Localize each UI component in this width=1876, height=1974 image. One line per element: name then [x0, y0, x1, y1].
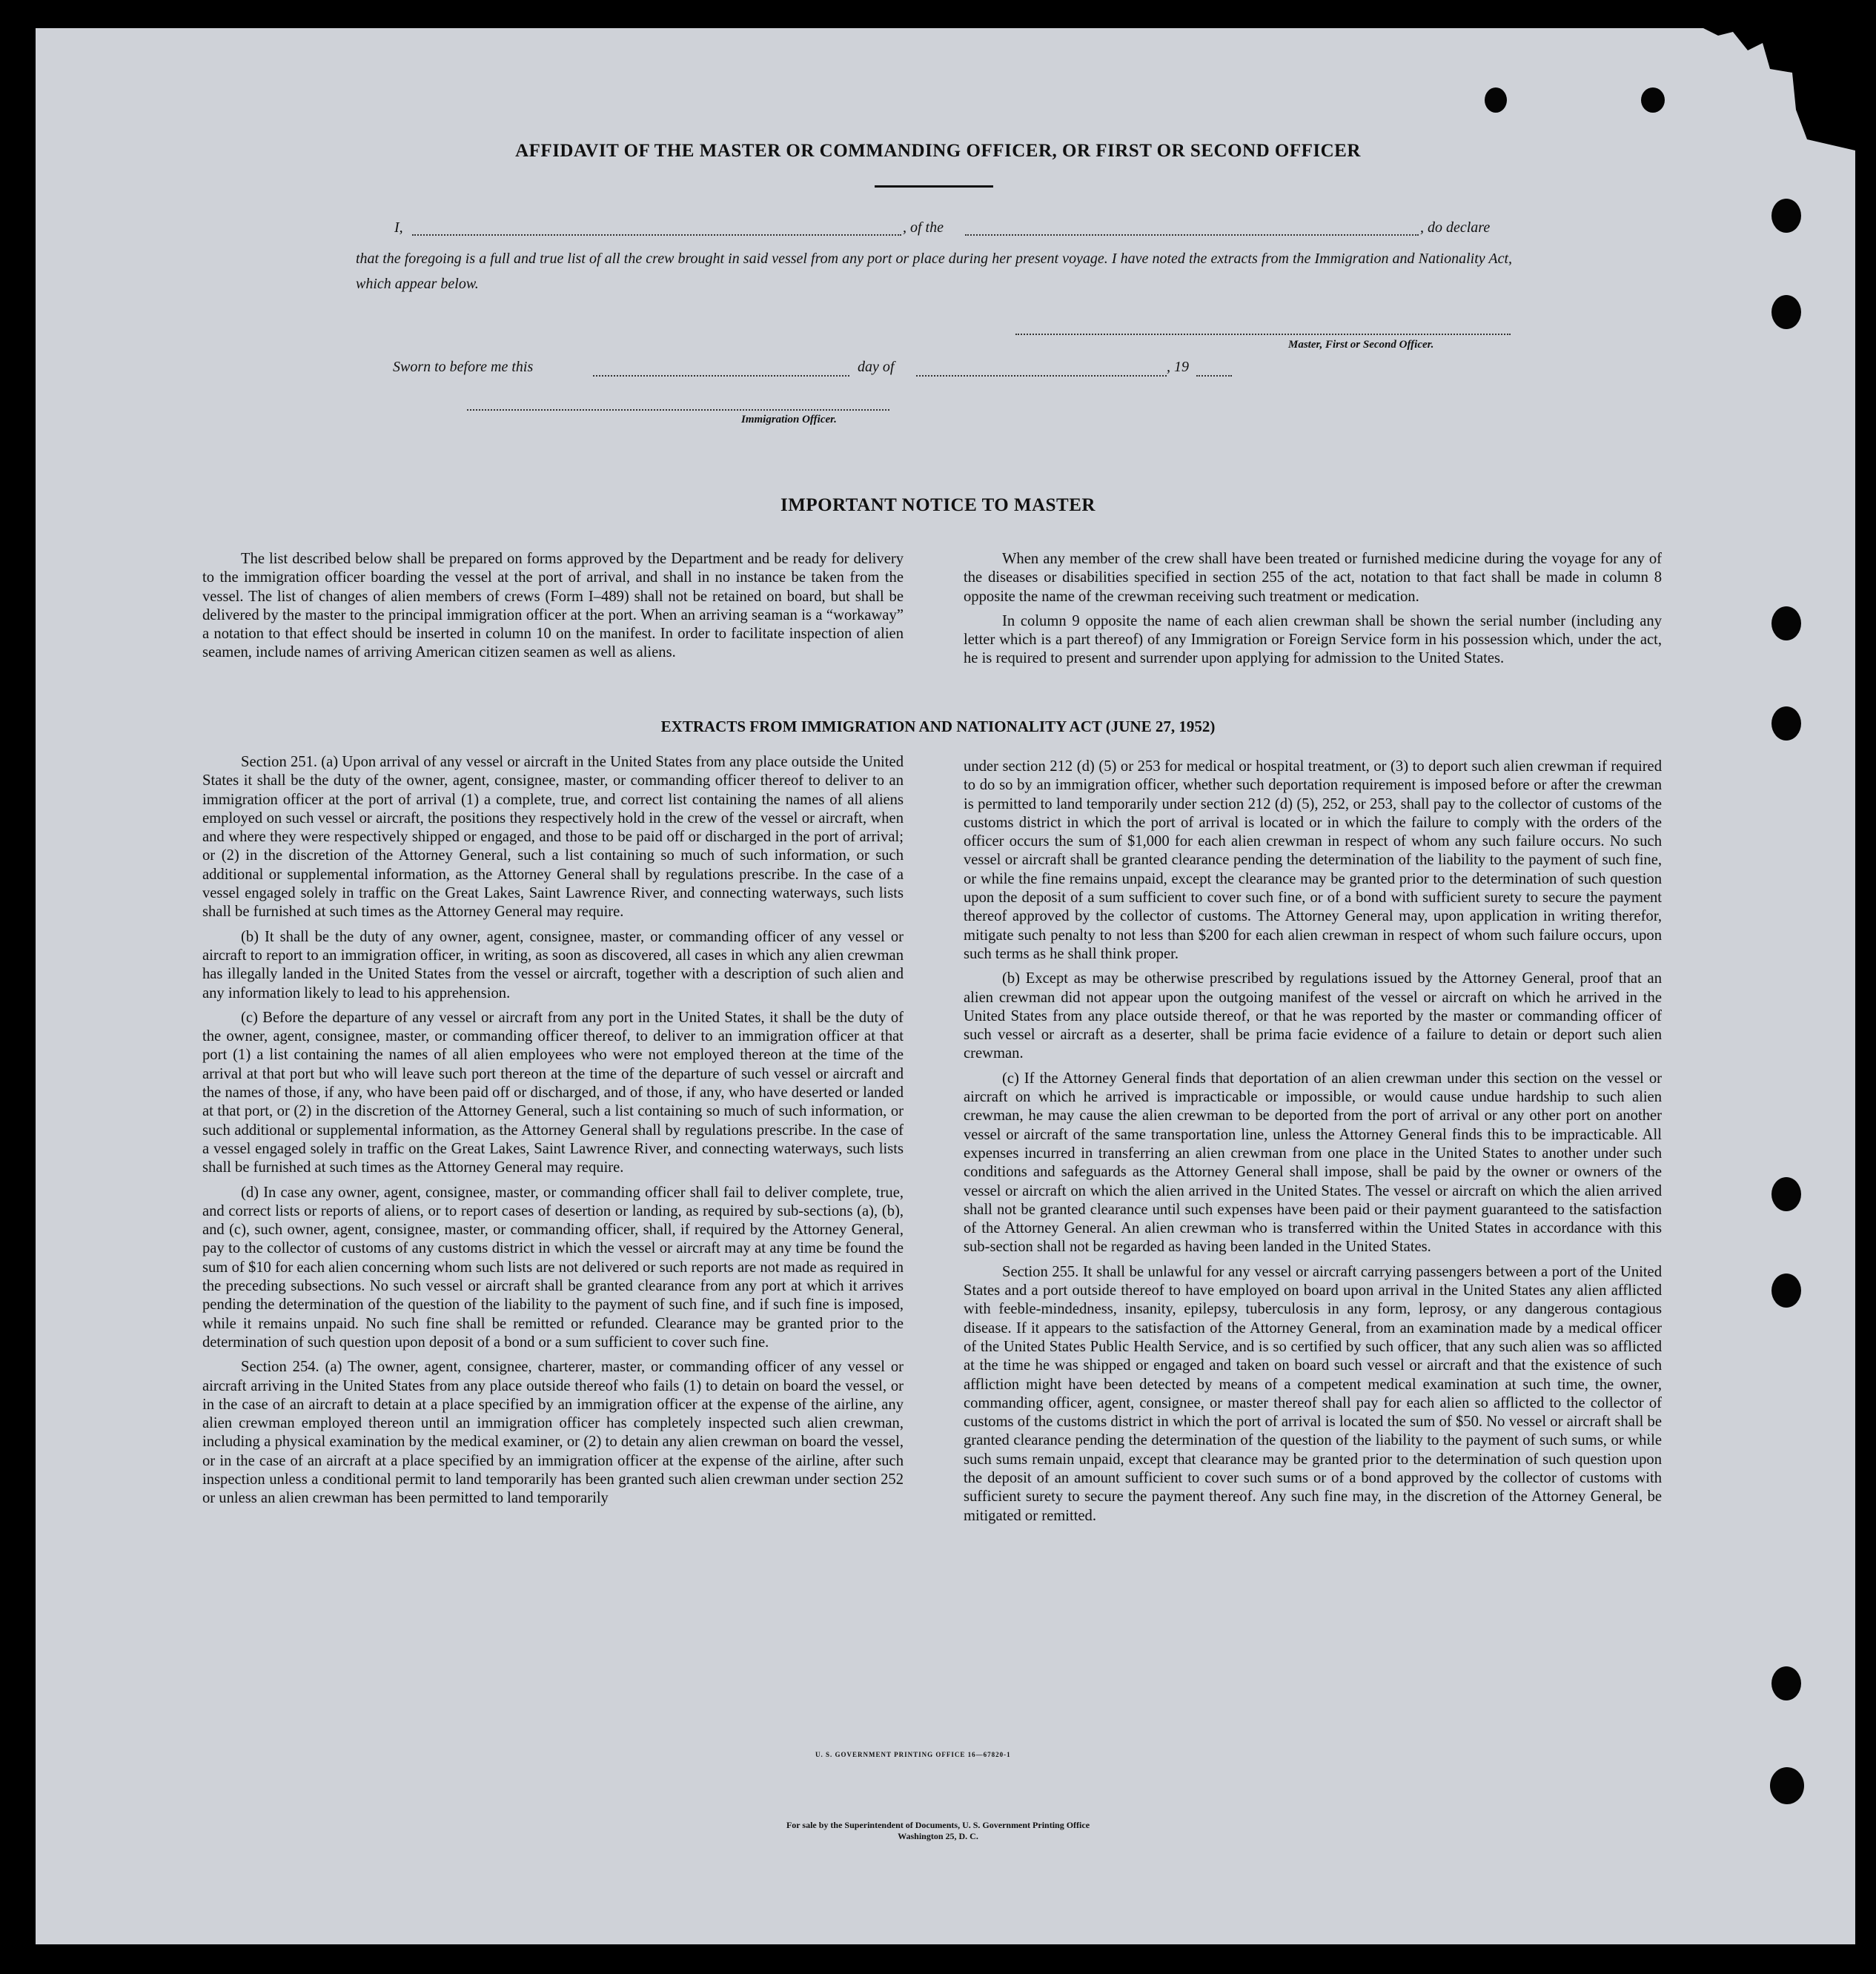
gpo-imprint: U. S. GOVERNMENT PRINTING OFFICE 16—67820-1	[815, 1751, 1011, 1758]
extract-paragraph: Section 251. (a) Upon arrival of any vessel or aircraft in the United States from any place outside the United States it shall be the duty of the owner, agent, consignee, master, or commanding officer thereof to deliver to an immigration officer at the port of arrival (1) a complete, true, and correct list containing the names of all aliens employed on such vessel or aircraft, the positions they respectively hold in the crew of the vessel or aircraft, when and where they were respectively shipped or engaged, and those to be paid off or discharged in the port of arrival; or (2) in the discretion of the Attorney General, such a list containing so much of such information, or such additional or supplemental information, as the Attorney General shall by regulations prescribe. In the case of a vessel engaged solely in traffic on the Great Lakes, Saint Lawrence River, and connecting waterways, such lists shall be furnished at such times as the Attorney General may require.	[202, 754, 904, 921]
officer-signature-blank[interactable]	[467, 409, 889, 411]
sworn-day-blank[interactable]	[593, 375, 849, 377]
extract-paragraph: (b) Except as may be otherwise prescribed by regulations issued by the Attorney General, proof that an alien crewman did not appear upon the outgoing manifest of the vessel or aircraft on which he arrived in the United States from any place outside thereof, or that he was reported by the master or commanding officer of such vessel or aircraft as a deserter, shall be prima facie evidence of a failure to detain or deport such alien crewman.	[964, 970, 1662, 1062]
notice-left-column	[202, 550, 904, 663]
extracts-right-column	[964, 758, 1662, 1526]
year-label: , 19	[1167, 359, 1189, 375]
officer-caption: Immigration Officer.	[741, 414, 837, 425]
master-signature-blank[interactable]	[1015, 334, 1511, 335]
binder-hole	[1771, 1666, 1801, 1700]
extract-paragraph: under section 212 (d) (5) or 253 for medical or hospital treatment, or (3) to deport such alien crewman if required to do so by an immigration officer, whether such deportation requirement is imposed before or after the crewman is permitted to land temporarily under section 212 (d) (5), 252, or 253, shall pay to the collector of customs of the customs district in which the port of arrival is located or in which the failure to comply with the orders of the officer occurs the sum of $1,000 for each alien crewman in respect of whom any such failure occurs. No such vessel or aircraft shall be granted clearance pending the determination of the liability to the payment of such fine, or while the fine remains unpaid, except the clearance may be granted prior to the determination of such question upon the deposit of a sum sufficient to cover such fine, or of a bond with sufficient surety to secure the payment thereof approved by the collector of customs. The Attorney General may, upon application in writing therefor, mitigate such penalty to not less than $200 for each alien crewman in respect of whom such failure occurs, upon such terms as he shall think proper.	[964, 758, 1662, 962]
binder-hole	[1771, 1177, 1801, 1211]
sworn-month-blank[interactable]	[916, 375, 1167, 377]
sworn-label: Sworn to before me this	[393, 359, 534, 375]
do-declare-label: , do declare	[1420, 219, 1491, 236]
vessel-blank[interactable]	[965, 234, 1419, 236]
notice-paragraph: The list described below shall be prepared on forms approved by the Department and be ready for delivery to the immigration officer boarding the vessel at the port of arrival, and shall in no instance be taken from the vessel. The list of changes of alien members of crews (Form I–489) shall not be retained on board, but shall be delivered by the master to the principal immigration officer at the port. When an arriving seaman is a “workaway” a notation to that effect should be inserted in column 10 on the manifest. In order to facilitate inspection of alien seamen, include names of arriving American citizen seamen as well as aliens.	[202, 551, 904, 661]
binder-hole	[1641, 87, 1665, 113]
day-of-label: day of	[858, 359, 895, 375]
of-the-label: , of the	[903, 219, 944, 236]
name-blank[interactable]	[412, 234, 901, 236]
declaration-text: that the foregoing is a full and true list of all the crew brought in said vessel from any port or place during her present voyage. I have noted the extracts from the Immigration and Nationality Act, which appear below.	[356, 251, 1512, 292]
extracts-title: EXTRACTS FROM IMMIGRATION AND NATIONALITY ACT (JUNE 27, 1952)	[660, 718, 1216, 735]
binder-hole	[1771, 606, 1801, 640]
binder-hole	[1771, 199, 1801, 233]
notice-paragraph: When any member of the crew shall have been treated or furnished medicine during the voyage for any of the diseases or disabilities specified in section 255 of the act, notation to that fact shall be made in column 8 opposite the name of the crewman receiving such treatment or medication.	[964, 551, 1662, 605]
extract-paragraph: Section 254. (a) The owner, agent, consignee, charterer, master, or commanding officer of any vessel or aircraft arriving in the United States from any place outside thereof who fails (1) to detain on board the vessel, or in the case of an aircraft to detain at a place specified by an immigration officer at the expense of the airline, any alien crewman employed thereon until an immigration officer has completely inspected such alien crewman, including a physical examination by the medical examiner, or (2) to detain any alien crewman on board the vessel, or in the case of an aircraft at a place specified by an immigration officer at the expense of the airline, after such inspection unless a conditional permit to land temporarily has been granted such alien crewman under section 252 or unless an alien crewman has been permitted to land temporarily	[202, 1359, 904, 1507]
binder-hole	[1770, 1767, 1804, 1804]
extract-paragraph: Section 255. It shall be unlawful for any vessel or aircraft carrying passengers between a port of the United States and a port outside thereof to have employed on board upon arrival in the United States any alien afflicted with feeble-mindedness, insanity, epilepsy, tuberculosis in any form, leprosy, or any dangerous contagious disease. If it appears to the satisfaction of the Attorney General, from an examination made by a medical officer of the United States Public Health Service, and is so certified by such officer, that any such alien was so afflicted at the time he was shipped or engaged and taken on board such vessel or aircraft and that the existence of such affliction might have been detected by means of a competent medical examination at such time, the owner, commanding officer, agent, consignee, or master thereof shall pay for each alien so afflicted to the collector of customs of the customs district in which the port of arrival is located the sum of $50. No vessel or aircraft shall be granted clearance pending the determination of the question of the liability to the payment of such sums, or while such sums remain unpaid, except that clearance may be granted prior to the determination of such question upon the deposit of an amount sufficient to cover such sums or of a bond approved by the collector of customs with sufficient surety to secure the payment thereof. Any such fine may, in the discretion of the Attorney General, be mitigated or remitted.	[964, 1263, 1662, 1524]
notice-right-column	[964, 550, 1662, 669]
year-blank[interactable]	[1196, 375, 1232, 377]
master-caption: Master, First or Second Officer.	[1288, 339, 1434, 351]
sale-line-2: Washington 25, D. C.	[898, 1831, 978, 1841]
binder-hole	[1771, 295, 1801, 329]
sale-line-1: For sale by the Superintendent of Documents, U. S. Government Printing Office	[786, 1820, 1090, 1830]
extract-paragraph: (d) In case any owner, agent, consignee, master, or commanding officer shall fail to deliver complete, true, and correct lists or reports of aliens, or to report cases of desertion or landing, as required by sub-sections (a), (b), and (c), such owner, agent, consignee, master, or commanding officer, shall, if required by the Attorney General, pay to the collector of customs of any customs district in which the vessel or aircraft may at any time be found the sum of $10 for each alien concerning whom such lists are not delivered or such reports are not made as required in the preceding subsections. No such vessel or aircraft shall be granted clearance from any port at which it arrives pending the determination of the question of the liability to the payment of such fine, and if such fine is imposed, while it remains unpaid. No such fine shall be remitted or refunded. Clearance may be granted prior to the determination of such question upon deposit of a bond or a sum sufficient to cover such fine.	[202, 1184, 904, 1351]
binder-hole	[1485, 87, 1507, 113]
extract-paragraph: (b) It shall be the duty of any owner, agent, consignee, master, or commanding officer of any vessel or aircraft to report to an immigration officer, in writing, as soon as discovered, all cases in which any alien crewman has illegally landed in the United States from the vessel or aircraft, together with a description of such alien and any information likely to lead to his apprehension.	[202, 928, 904, 1001]
binder-hole	[1771, 1274, 1801, 1308]
extract-paragraph: (c) If the Attorney General finds that deportation of an alien crewman under this section on the vessel or aircraft on which he arrived is impracticable or impossible, or would cause undue hardship to such alien crewman, he may cause the alien crewman to be deported from the port of arrival or any other port on another vessel or aircraft of the same transportation line, unless the Attorney General finds this to be impracticable. All expenses incurred in transferring an alien crewman from one place in the United States to another under such conditions and safeguards as the Attorney General shall impose, shall be paid by the owner or owners of the vessel or aircraft on which the alien arrived in the United States. The vessel or aircraft on which the alien arrived shall not be granted clearance until such expenses have been paid or their payment guaranteed to the satisfaction of the Attorney General. An alien crewman who is transferred within the United States in accordance with this sub-section shall not be regarded as having been landed in the United States.	[964, 1070, 1662, 1256]
title-rule	[875, 185, 993, 188]
notice-paragraph: In column 9 opposite the name of each alien crewman shall be shown the serial number (including any letter which is a part thereof) of any Immigration or Foreign Service form in his possession which, under the act, he is required to present and surrender upon applying for admission to the United States.	[964, 612, 1662, 667]
notice-title: IMPORTANT NOTICE TO MASTER	[780, 495, 1096, 515]
extract-paragraph: (c) Before the departure of any vessel or aircraft from any port in the United States, it shall be the duty of the owner, agent, consignee, master, or commanding officer thereof, to deliver to an immigration officer at that port (1) a list containing the names of all alien employees who were not employed thereon at the time of the arrival at that port but who will leave such port thereon at the time of the departure of such vessel or aircraft and the names of those, if any, who have been paid off or discharged, and of those, if any, who have deserted or landed at that port, or (2) in the discretion of the Attorney General, such a list containing so much of such information, or such additional or supplemental information, as the Attorney General shall by regulations prescribe. In the case of a vessel engaged solely in traffic on the Great Lakes, Saint Lawrence River, and connecting waterways, such lists shall be furnished at such times as the Attorney General may require.	[202, 1009, 904, 1176]
extracts-left-column	[202, 753, 904, 1508]
affidavit-title: AFFIDAVIT OF THE MASTER OR COMMANDING OFFICER, OR FIRST OR SECOND OFFICER	[515, 141, 1361, 161]
i-label: I,	[394, 219, 403, 236]
